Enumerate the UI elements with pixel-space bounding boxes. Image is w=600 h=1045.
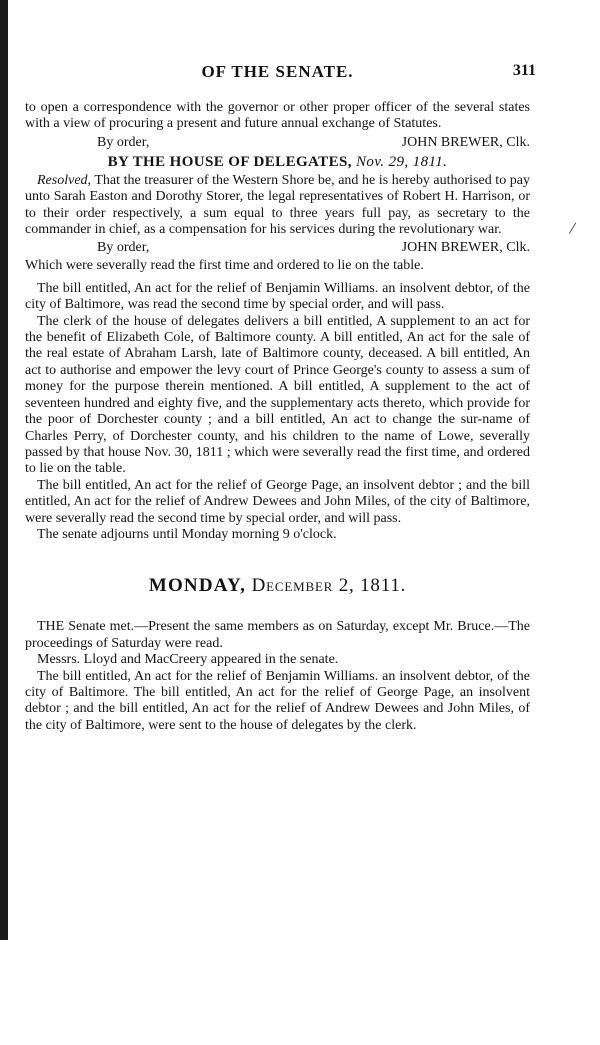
order-by: By order, (97, 134, 150, 150)
binding-gutter (0, 0, 8, 940)
paragraph: The bill entitled, An act for the relief of George Page, an insolvent debtor ; and the bill entitled, An act for the relief of Andrew Dewees and John Miles, of the city of Baltimore, were severally read the second time by special order, and will pass. (25, 477, 530, 526)
clerk-signature: JOHN BREWER, Clk. (401, 134, 530, 150)
paragraph: THE Senate met.—Present the same members as on Saturday, except Mr. Bruce.—The proceedings of Saturday were read. (25, 619, 530, 651)
clerk-signature: JOHN BREWER, Clk. (401, 240, 530, 256)
resolution-lead: Resolved, (37, 172, 92, 188)
order-line (25, 134, 530, 151)
day-heading (25, 575, 530, 597)
paragraph: Messrs. Lloyd and MacCreery appeared in the senate. (37, 652, 339, 668)
page-header (25, 0, 536, 100)
resolution-text: That the treasurer of the Western Shore be, and he is hereby authorised to pay unto Sarah Easton and Dorothy Storer, the legal representatives of Robert H. Harrison, or to their order respectively, a sum equal to three years full pay, as secretary to the commander in chief, as a compensation for his services during the revolutionary war. (25, 172, 530, 238)
margin-pencil-mark: / (568, 217, 578, 239)
day-heading-month: December (251, 575, 334, 597)
paragraph: The bill entitled, An act for the relief of Benjamin Williams. an insolvent debtor, of the city of Baltimore, was read the second time by special order, and will pass. (25, 280, 530, 313)
journal-page (25, 0, 536, 734)
order-line (25, 239, 530, 256)
order-by: By order, (97, 240, 150, 256)
paragraph: The bill entitled, An act for the relief of Benjamin Williams. an insolvent debtor, of the city of Baltimore. The bill entitled, An act for the relief of George Page, an insolvent debtor ; and the bill entitled, An act for the relief of Andrew Dewees and John Miles, of the city of Baltimore, were sent to the house of delegates by the clerk. (25, 668, 530, 733)
resolution-paragraph (25, 173, 530, 239)
correspondence-paragraph: to open a correspondence with the governor or other proper officer of the several states with a view of procuring a present and future annual exchange of Statutes. (25, 100, 530, 132)
delegates-heading (25, 153, 530, 171)
day-heading-date: 2, 1811. (338, 575, 407, 597)
delegates-heading-date: Nov. 29, 1811. (356, 153, 448, 170)
paragraph: The senate adjourns until Monday morning 9 o'clock. (37, 526, 337, 542)
day-heading-day: MONDAY, (148, 575, 247, 597)
paragraph: The clerk of the house of delegates delivers a bill entitled, A supplement to an act for the benefit of Elizabeth Cole, of Baltimore county. A bill entitled, An act for the sale of the real estate of Abraham Larsh, late of Baltimore county, deceased. A bill entitled, An act to authorise and empower the levy court of Prince George's county to assess a sum of money for the purpose therein mentioned. A bill entitled, A supplement to the act of seventeen hundred and eighty five, and the supplementary acts thereto, which provide for the poor of Dorchester county ; and a bill entitled, An act to change the sur-name of Charles Perry, of Dorchester county, and his children to the name of Lowe, severally passed by that house Nov. 30, 1811 ; which were severally read the first time, and ordered to lie on the table. (25, 313, 530, 477)
delegates-heading-title: BY THE HOUSE OF DELEGATES, (107, 153, 352, 170)
paragraph: Which were severally read the first time and ordered to lie on the table. (25, 258, 424, 274)
running-title: OF THE SENATE. (201, 62, 354, 81)
page-number: 311 (512, 62, 536, 79)
